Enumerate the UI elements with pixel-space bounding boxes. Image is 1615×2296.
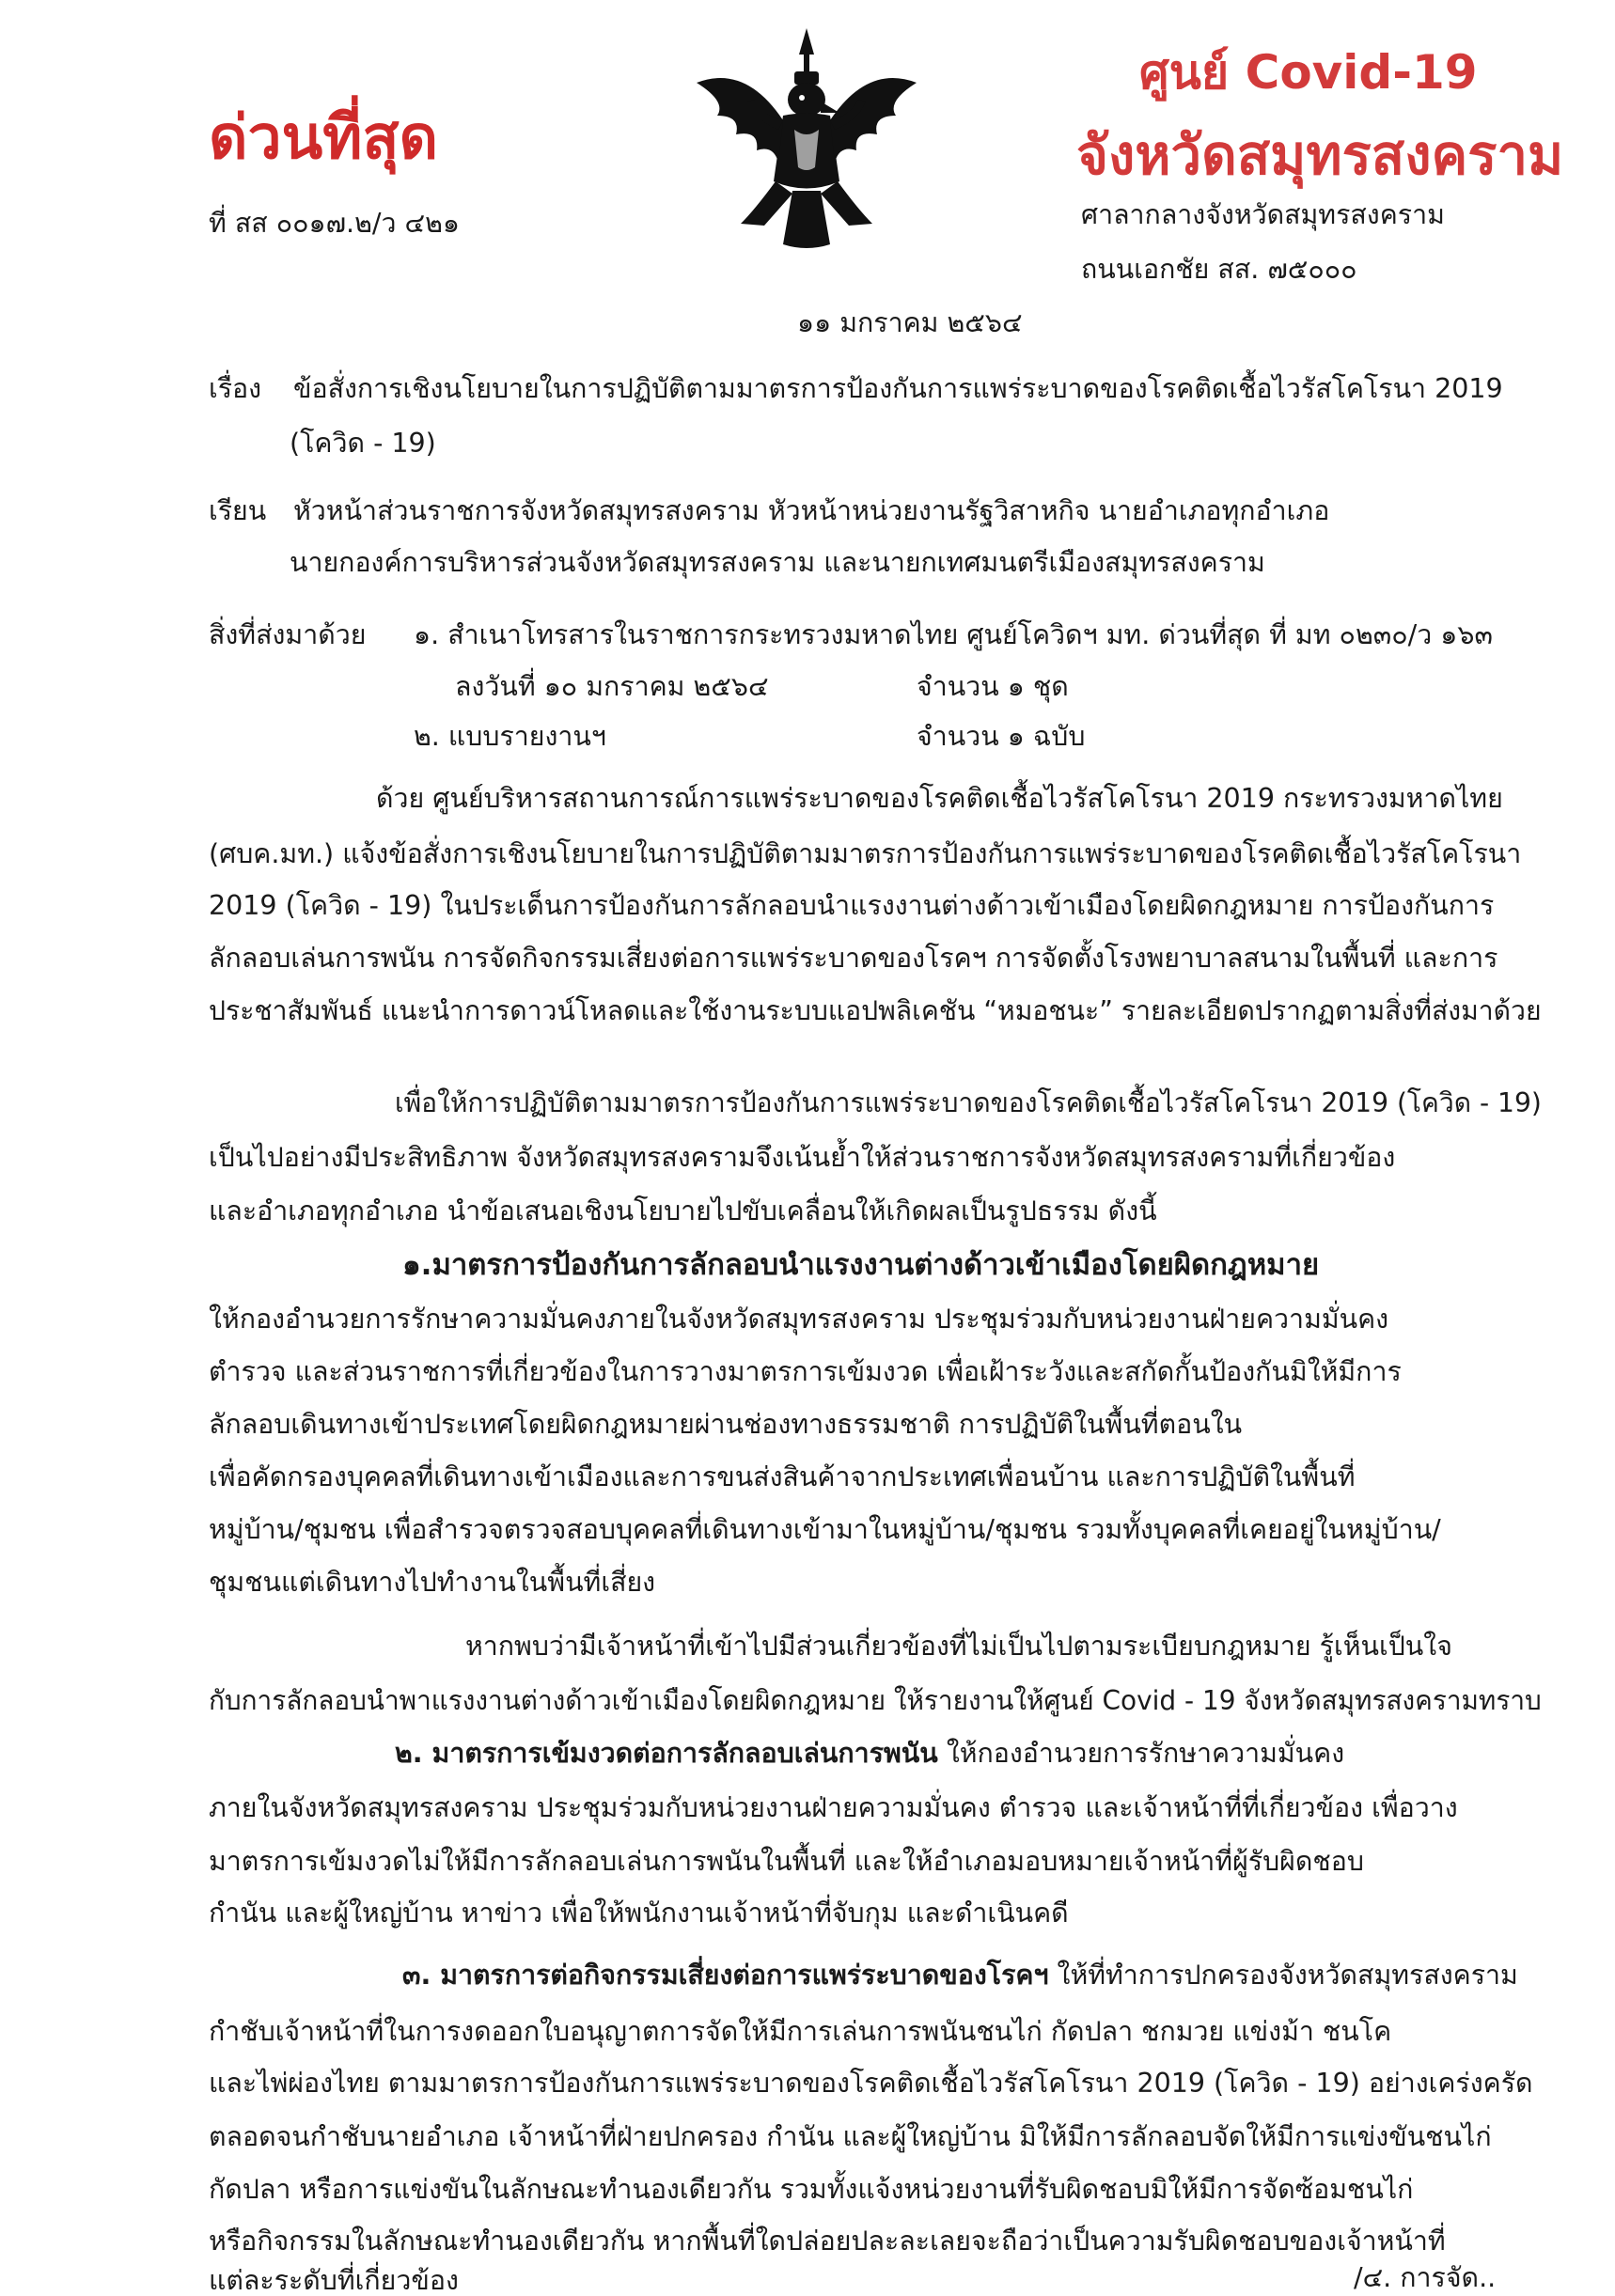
enclosures-label: สิ่งที่ส่งมาด้วย xyxy=(209,619,367,650)
subject-line2: (โควิด - 19) xyxy=(290,428,436,459)
section1-line: ชุมชนแต่เดินทางไปทำงานในพื้นที่เสี่ยง xyxy=(209,1567,656,1598)
office-address: ถนนเอกชัย สส. ๗๕๐๐๐ xyxy=(1081,254,1357,285)
p1-line: ด้วย ศูนย์บริหารสถานการณ์การแพร่ระบาดของโรคติดเชื้อไวรัสโคโรนา 2019 กระทรวงมหาดไทย xyxy=(376,783,1503,814)
section1-line: หมู่บ้าน/ชุมชน เพื่อสำรวจตรวจสอบบุคคลที่เดินทางเข้ามาในหมู่บ้าน/ชุมชน รวมทั้งบุคคลที่เคยอยู่ในหมู่บ้าน/ xyxy=(209,1514,1441,1545)
enclosure-item1-line1: ๑. สำเนาโทรสารในราชการกระทรวงมหาดไทย ศูนย์โควิดฯ มท. ด่วนที่สุด ที่ มท ๐๒๓๐/ว ๑๖๓ xyxy=(414,619,1493,650)
p1-line: ลักลอบเล่นการพนัน การจัดกิจกรรมเสี่ยงต่อการแพร่ระบาดของโรคฯ การจัดตั้งโรงพยาบาลสนามในพื้นที่ และการ xyxy=(209,943,1498,974)
section1-line: ลักลอบเดินทางเข้าประเทศโดยผิดกฎหมายผ่านช่องทางธรรมชาติ การปฏิบัติในพื้นที่ตอนใน xyxy=(209,1409,1243,1440)
document-date: ๑๑ มกราคม ๒๕๖๔ xyxy=(797,307,1023,338)
continuation-marker: /๔. การจัด.. xyxy=(1354,2262,1497,2293)
section3-line: แต่ละระดับที่เกี่ยวข้อง xyxy=(209,2265,459,2296)
covid-center-stamp-line2: จังหวัดสมุทรสงคราม xyxy=(1076,123,1564,187)
section1b-line: หากพบว่ามีเจ้าหน้าที่เข้าไปมีส่วนเกี่ยวข้องที่ไม่เป็นไปตามระเบียบกฎหมาย รู้เห็นเป็นใจ xyxy=(465,1631,1452,1662)
p1-line: ประชาสัมพันธ์ แนะนำการดาวน์โหลดและใช้งานระบบแอปพลิเคชัน “หมอชนะ” รายละเอียดปรากฏตามสิ่งที่ส่งมาด้วย xyxy=(209,995,1542,1026)
subject-label: เรื่อง xyxy=(209,373,262,404)
section1-line: ตำรวจ และส่วนราชการที่เกี่ยวข้องในการวางมาตรการเข้มงวด เพื่อเฝ้าระวังและสกัดกั้นป้องกันมิให้มีการ xyxy=(209,1356,1402,1387)
covid-center-stamp-line1: ศูนย์ Covid-19 xyxy=(1139,45,1478,100)
section1-line: เพื่อคัดกรองบุคคลที่เดินทางเข้าเมืองและการขนส่งสินค้าจากประเทศเพื่อนบ้าน และการปฏิบัติในพื้นที่ xyxy=(209,1461,1356,1492)
section2-first-line xyxy=(395,1731,1344,1774)
p1-line: (ศบค.มท.) แจ้งข้อสั่งการเชิงนโยบายในการปฏิบัติตามมาตรการป้องกันการแพร่ระบาดของโรคติดเชื้อไวรัสโคโรนา xyxy=(209,838,1522,869)
urgency-heading: ด่วนที่สุด xyxy=(209,102,439,173)
section3-line: ตลอดจนกำชับนายอำเภอ เจ้าหน้าที่ฝ่ายปกครอง กำนัน และผู้ใหญ่บ้าน มิให้มีการลักลอบจัดให้มีการแข่งขันชนไก่ xyxy=(209,2121,1492,2152)
office-name: ศาลากลางจังหวัดสมุทรสงคราม xyxy=(1081,199,1445,230)
section1-line: ให้กองอำนวยการรักษาความมั่นคงภายในจังหวัดสมุทรสงคราม ประชุมร่วมกับหน่วยงานฝ่ายความมั่นคง xyxy=(209,1304,1389,1335)
enclosure-item1-qty: จำนวน ๑ ชุด xyxy=(917,671,1069,702)
enclosure-item2-qty: จำนวน ๑ ฉบับ xyxy=(917,721,1086,752)
section1-heading: ๑.มาตรการป้องกันการลักลอบนำแรงงานต่างด้าวเข้าเมืองโดยผิดกฎหมาย xyxy=(402,1248,1320,1282)
section2-heading: ๒. มาตรการเข้มงวดต่อการลักลอบเล่นการพนัน xyxy=(395,1738,938,1769)
section3-line: หรือกิจกรรมในลักษณะทำนองเดียวกัน หากพื้นที่ใดปล่อยปละละเลยจะถือว่าเป็นความรับผิดชอบของเจ้าหน้าที่ xyxy=(209,2226,1446,2257)
section3-line: และไพ่ผ่องไทย ตามมาตรการป้องกันการแพร่ระบาดของโรคติดเชื้อไวรัสโคโรนา 2019 (โควิด - 19) อย่างเคร่งครัด xyxy=(209,2068,1533,2099)
section3-line: กำชับเจ้าหน้าที่ในการงดออกใบอนุญาตการจัดให้มีการเล่นการพนันชนไก่ กัดปลา ชกมวย แข่งม้า ชนโค xyxy=(209,2016,1392,2047)
section2-first-text: ให้กองอำนวยการรักษาความมั่นคง xyxy=(946,1738,1345,1769)
reference-number: ที่ สส ๐๐๑๗.๒/ว ๔๒๑ xyxy=(209,208,460,239)
enclosure-item2: ๒. แบบรายงานฯ xyxy=(414,721,606,752)
section3-first-line xyxy=(402,1953,1518,1996)
p2-line: เป็นไปอย่างมีประสิทธิภาพ จังหวัดสมุทรสงครามจึงเน้นย้ำให้ส่วนราชการจังหวัดสมุทรสงครามที่เกี่ยวข้อง xyxy=(209,1142,1396,1173)
p1-line: 2019 (โควิด - 19) ในประเด็นการป้องกันการลักลอบนำแรงงานต่างด้าวเข้าเมืองโดยผิดกฎหมาย การป้องกันการ xyxy=(209,890,1495,921)
section3-first-text: ให้ที่ทำการปกครองจังหวัดสมุทรสงคราม xyxy=(1057,1960,1518,1991)
recipient-label: เรียน xyxy=(209,495,267,526)
section2-line: กำนัน และผู้ใหญ่บ้าน หาข่าว เพื่อให้พนักงานเจ้าหน้าที่จับกุม และดำเนินคดี xyxy=(209,1898,1069,1929)
section2-line: ภายในจังหวัดสมุทรสงคราม ประชุมร่วมกับหน่วยงานฝ่ายความมั่นคง ตำรวจ และเจ้าหน้าที่ที่เกี่ยวข้อง เพื่อวาง xyxy=(209,1792,1458,1823)
section3-heading: ๓. มาตรการต่อกิจกรรมเสี่ยงต่อการแพร่ระบาดของโรคฯ xyxy=(402,1960,1049,1991)
section1b-line: กับการลักลอบนำพาแรงงานต่างด้าวเข้าเมืองโดยผิดกฎหมาย ให้รายงานให้ศูนย์ Covid - 19 จังหวัดสมุทรสงครามทราบ xyxy=(209,1685,1542,1716)
subject-line1: ข้อสั่งการเชิงนโยบายในการปฏิบัติตามมาตรการป้องกันการแพร่ระบาดของโรคติดเชื้อไวรัสโคโรนา 2019 xyxy=(293,373,1503,404)
section3-line: กัดปลา หรือการแข่งขันในลักษณะทำนองเดียวกัน รวมทั้งแจ้งหน่วยงานที่รับผิดชอบมิให้มีการจัดซ้อมชนไก่ xyxy=(209,2174,1414,2205)
p2-line: เพื่อให้การปฏิบัติตามมาตรการป้องกันการแพร่ระบาดของโรคติดเชื้อไวรัสโคโรนา 2019 (โควิด - 19) xyxy=(395,1087,1542,1118)
garuda-emblem-icon xyxy=(689,26,924,252)
recipient-line2: นายกองค์การบริหารส่วนจังหวัดสมุทรสงคราม และนายกเทศมนตรีเมืองสมุทรสงคราม xyxy=(290,547,1265,578)
enclosure-item1-line2: ลงวันที่ ๑๐ มกราคม ๒๕๖๔ xyxy=(455,671,769,702)
section2-line: มาตรการเข้มงวดไม่ให้มีการลักลอบเล่นการพนันในพื้นที่ และให้อำเภอมอบหมายเจ้าหน้าที่ผู้รับผิดชอบ xyxy=(209,1846,1364,1877)
p2-line: และอำเภอทุกอำเภอ นำข้อเสนอเชิงนโยบายไปขับเคลื่อนให้เกิดผลเป็นรูปธรรม ดังนี้ xyxy=(209,1195,1157,1226)
recipient-line1: หัวหน้าส่วนราชการจังหวัดสมุทรสงคราม หัวหน้าหน่วยงานรัฐวิสาหกิจ นายอำเภอทุกอำเภอ xyxy=(293,495,1330,526)
